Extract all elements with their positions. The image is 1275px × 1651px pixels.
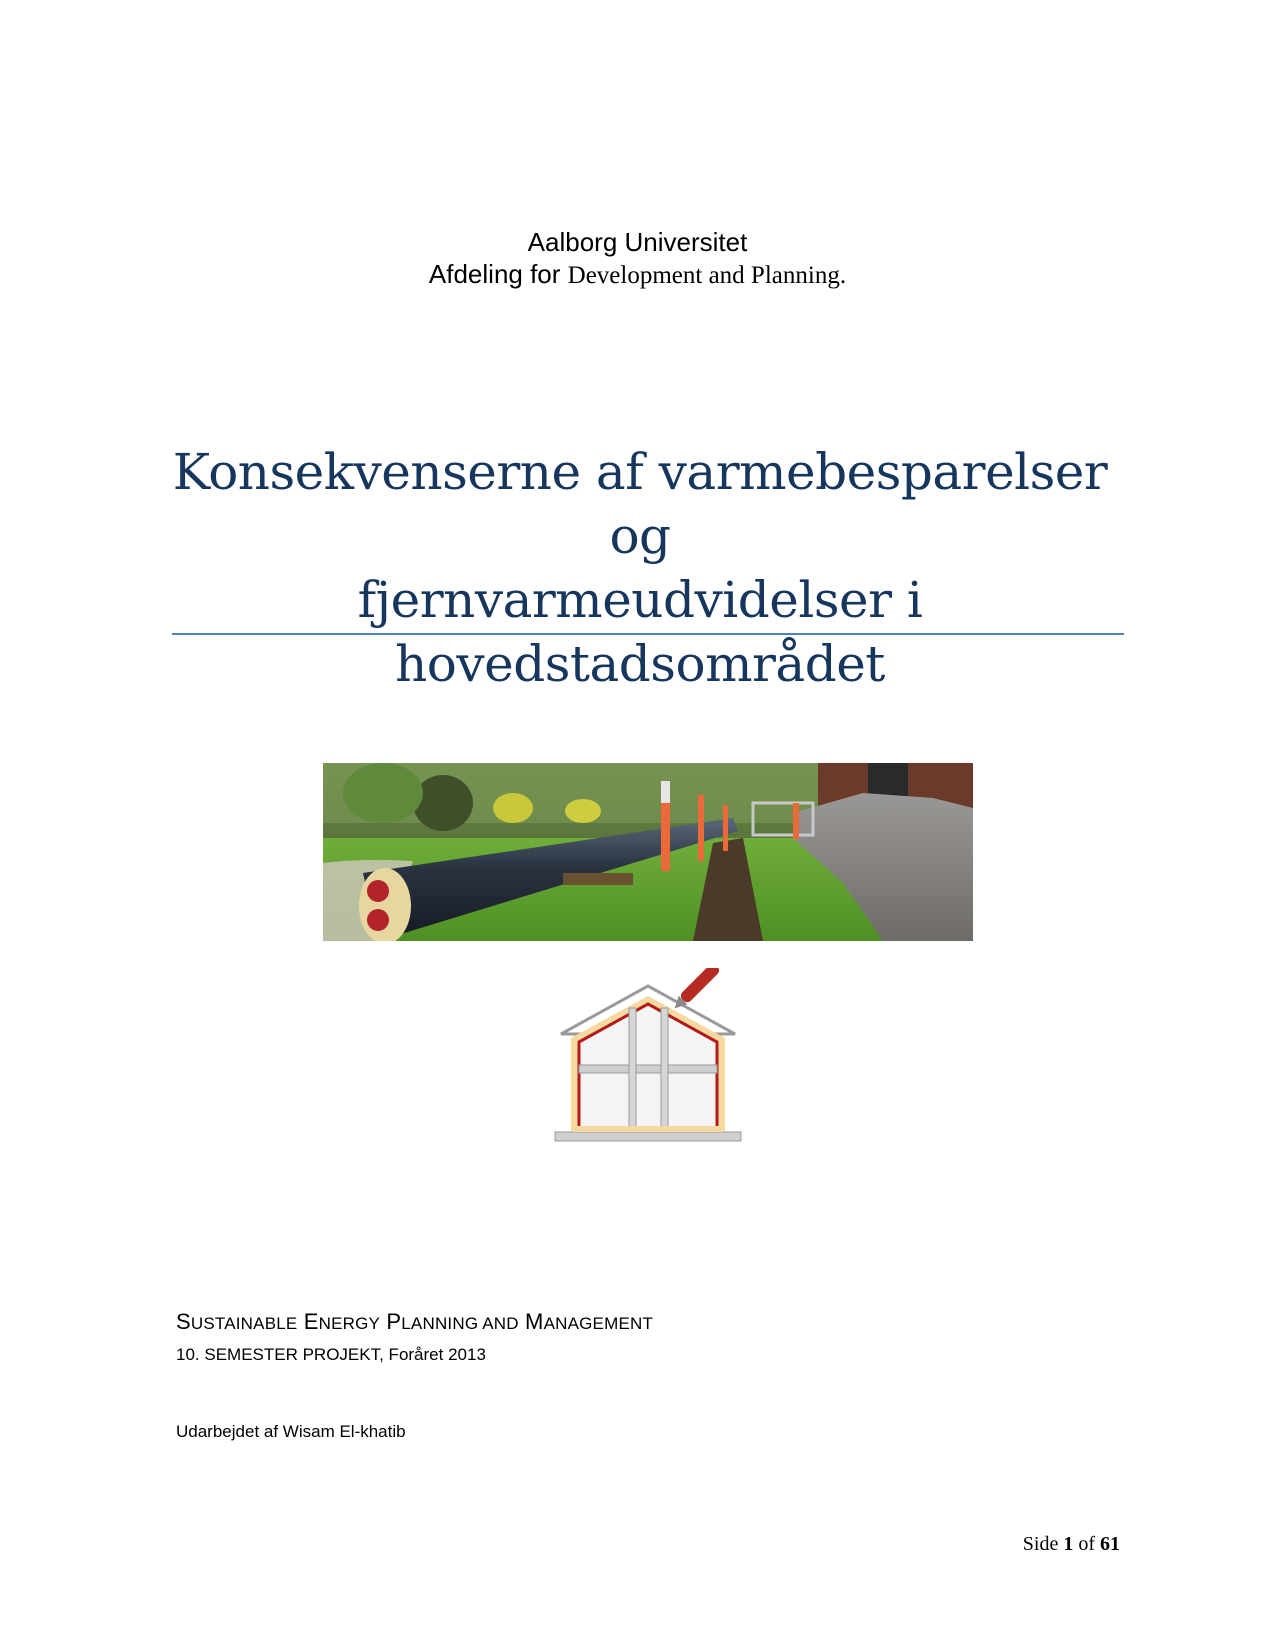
program-word-4: MANAGEMENT — [525, 1309, 654, 1334]
title-line-1: Konsekvenserne af varmebesparelser og — [172, 443, 1108, 565]
department-name: Development and Planning. — [567, 262, 847, 289]
program-word-1: SUSTAINABLE — [176, 1309, 298, 1334]
program-word-2: ENERGY — [303, 1309, 381, 1334]
document-title — [160, 440, 1120, 696]
current-page: 1 — [1063, 1533, 1074, 1555]
university-name: Aalborg Universitet — [527, 227, 748, 257]
title-line-3: hovedstadsområdet — [395, 635, 885, 693]
department-line — [0, 259, 1275, 291]
semester-line: 10. SEMESTER PROJEKT, Foråret 2013 — [176, 1345, 486, 1364]
total-pages: 61 — [1100, 1533, 1120, 1555]
title-line-2: fjernvarmeudvidelser i — [357, 571, 923, 629]
program-name — [176, 1309, 653, 1337]
program-word-3: PLANNING AND — [386, 1309, 519, 1334]
page-number: Side 1 of 61 — [1022, 1533, 1120, 1555]
title-underline-rule — [172, 633, 1124, 635]
author-line: Udarbejdet af Wisam El-khatib — [176, 1422, 406, 1441]
department-prefix: Afdeling for — [428, 259, 568, 289]
house-insulation-illustration — [553, 968, 743, 1144]
district-heating-pipe-photo — [323, 763, 973, 941]
